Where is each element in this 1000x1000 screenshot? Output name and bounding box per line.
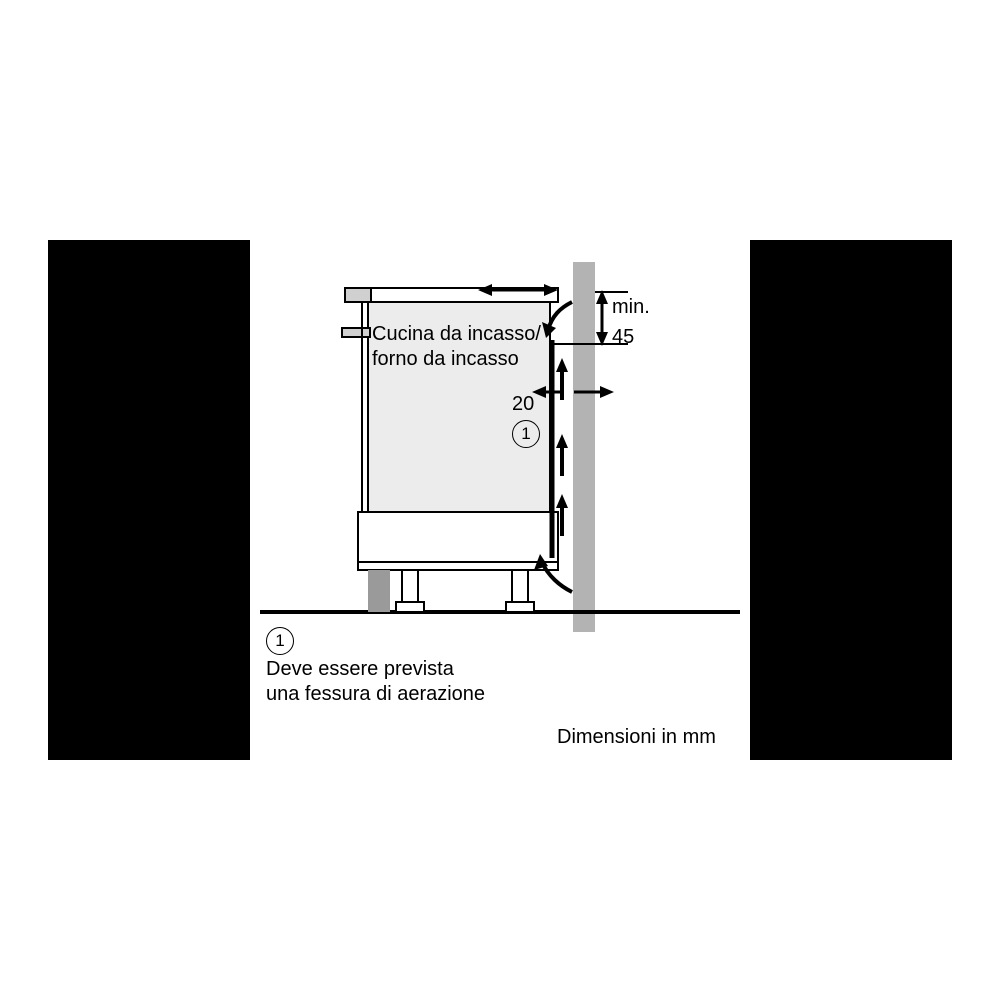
appliance-label: Cucina da incasso/ forno da incasso xyxy=(372,323,541,370)
appliance-leg-right-foot xyxy=(506,602,534,612)
appliance-drawer xyxy=(358,512,558,562)
airflow-arrows-up xyxy=(556,358,568,536)
right-black-band xyxy=(750,240,952,760)
callout-marker-diagram: 1 xyxy=(512,420,540,448)
appliance-base-cavity xyxy=(358,562,558,570)
appliance-leg-left xyxy=(402,570,418,604)
dimension-20-label: 20 xyxy=(512,393,535,415)
appliance-leg-left-foot xyxy=(396,602,424,612)
wall-slab-lower xyxy=(573,262,595,610)
min-label: min. xyxy=(612,296,650,318)
callout-marker-note: 1 xyxy=(266,627,294,655)
units-note: Dimensioni in mm xyxy=(557,726,716,748)
airflow-arrow-outlet xyxy=(548,302,572,330)
dim-20-arrow-head-right xyxy=(600,386,614,398)
appliance-leg-right xyxy=(512,570,528,604)
appliance-cooktop-edge xyxy=(345,288,371,302)
appliance-leg-left-shadow xyxy=(368,570,390,612)
callout-note-text: Deve essere prevista una fessura di aerazione xyxy=(266,658,486,705)
appliance-handle xyxy=(342,328,370,337)
left-black-band xyxy=(48,240,250,760)
dimension-45-label: 45 xyxy=(612,326,635,348)
